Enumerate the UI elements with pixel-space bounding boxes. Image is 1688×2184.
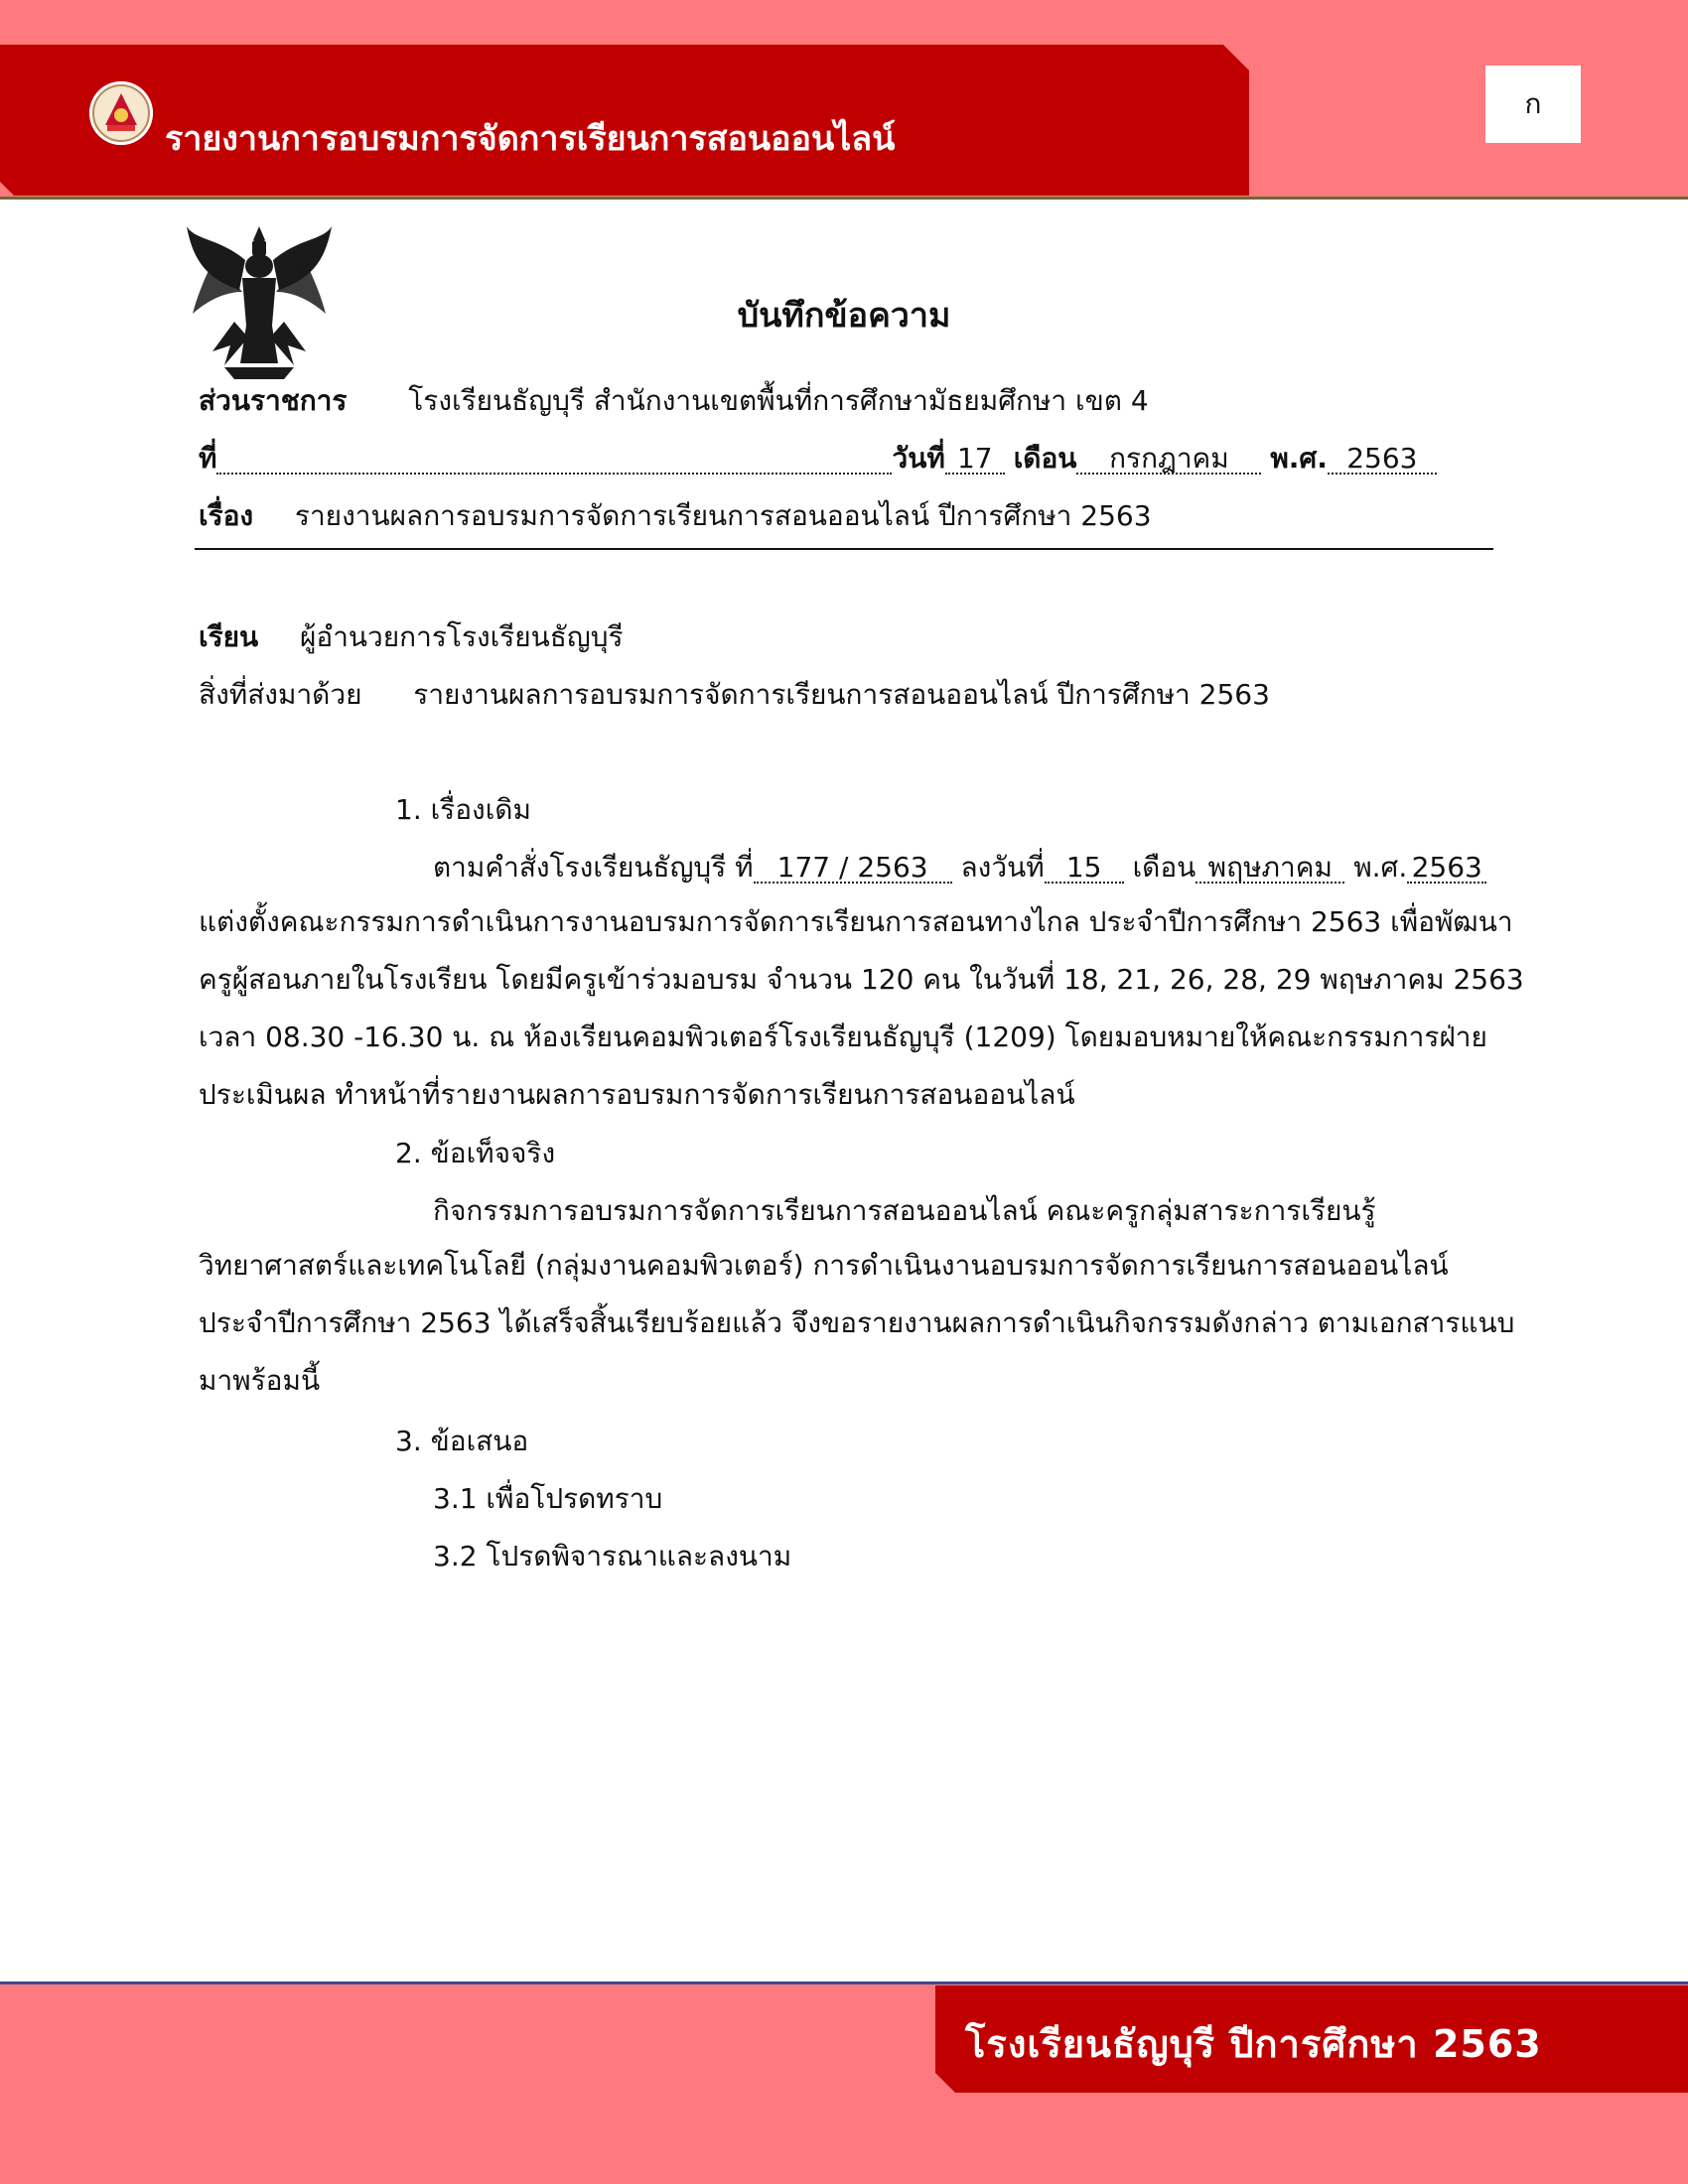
- date-label: วันที่: [892, 442, 945, 475]
- year-label: พ.ศ.: [1270, 442, 1328, 475]
- footer-divider: [0, 1981, 1688, 1984]
- order-month: พฤษภาคม: [1196, 853, 1344, 884]
- header-title: รายงานการอบรมการจัดการเรียนการสอนออนไลน์: [165, 119, 896, 159]
- section2-line: กิจกรรมการอบรมการจัดการเรียนการสอนออนไลน์ คณะครูกลุ่มสาระการเรียนรู้: [433, 1194, 1376, 1227]
- month-value: กรกฎาคม: [1076, 444, 1261, 475]
- order-date-label: ลงวันที่: [960, 851, 1045, 884]
- section2-line: วิทยาศาสตร์และเทคโนโลยี (กลุ่มงานคอมพิวเตอร์) การดำเนินงานอบรมการจัดการเรียนการสอนออนไลน์: [199, 1249, 1449, 1282]
- agency-label: ส่วนราชการ: [199, 384, 348, 417]
- attachment-line: [199, 673, 1270, 717]
- agency-value: โรงเรียนธัญบุรี สำนักงานเขตพื้นที่การศึกษามัธยมศึกษา เขต 4: [408, 384, 1149, 417]
- order-year-label: พ.ศ.: [1353, 851, 1408, 884]
- section1-line: ประเมินผล ทำหน้าที่รายงานผลการอบรมการจัดการเรียนการสอนออนไลน์: [199, 1078, 1075, 1111]
- ref-number-blank: [216, 444, 892, 475]
- section1-heading: 1. เรื่องเดิม: [395, 793, 531, 826]
- section1-line: ครูผู้สอนภายในโรงเรียน โดยมีครูเข้าร่วมอบรม จำนวน 120 คน ในวันที่ 18, 21, 26, 28, 29 พฤษภาคม 2563: [199, 963, 1524, 996]
- order-intro: ตามคำสั่งโรงเรียนธัญบุรี ที่: [433, 851, 754, 884]
- section1-order-line: [433, 846, 1486, 889]
- subject-label: เรื่อง: [199, 499, 254, 532]
- order-month-label: เดือน: [1132, 851, 1196, 884]
- order-day: 15: [1045, 853, 1124, 884]
- section1-line: แต่งตั้งคณะกรรมการดำเนินการงานอบรมการจัดการเรียนการสอนทางไกล ประจำปีการศึกษา 2563 เพื่อพัฒนา: [199, 905, 1513, 938]
- section2-heading: 2. ข้อเท็จจริง: [395, 1137, 556, 1169]
- subject-line: [199, 494, 1152, 538]
- school-logo: [89, 81, 153, 145]
- agency-line: [199, 379, 1149, 423]
- section2-line: ประจำปีการศึกษา 2563 ได้เสร็จสิ้นเรียบร้อยแล้ว จึงขอรายงานผลการดำเนินกิจกรรมดังกล่าว ตามเอกสารแนบ: [199, 1306, 1515, 1339]
- to-label: เรียน: [199, 620, 259, 653]
- page-number-label: ก: [1485, 66, 1581, 143]
- section1-body: [199, 893, 1524, 1124]
- section3-heading: 3. ข้อเสนอ: [395, 1425, 529, 1457]
- memo-divider: [195, 548, 1493, 550]
- proposal-item: 3.1 เพื่อโปรดทราบ: [433, 1482, 663, 1515]
- ref-label: ที่: [199, 442, 217, 475]
- reference-date-line: [199, 437, 1437, 480]
- footer-text: โรงเรียนธัญบุรี ปีการศึกษา 2563: [965, 2022, 1542, 2066]
- order-year: 2563: [1407, 853, 1486, 884]
- attachment-value: รายงานผลการอบรมการจัดการเรียนการสอนออนไลน์ ปีการศึกษา 2563: [413, 678, 1270, 711]
- section1-line: เวลา 08.30 -16.30 น. ณ ห้องเรียนคอมพิวเตอร์โรงเรียนธัญบุรี (1209) โดยมอบหมายให้คณะกรรมการฝ่าย: [199, 1021, 1487, 1053]
- proposal-item: 3.2 โปรดพิจารณาและลงนาม: [433, 1540, 792, 1572]
- section2-line: มาพร้อมนี้: [199, 1364, 321, 1397]
- section2-body: [199, 1237, 1515, 1410]
- subject-value: รายงานผลการอบรมการจัดการเรียนการสอนออนไลน์ ปีการศึกษา 2563: [294, 499, 1152, 532]
- to-value: ผู้อำนวยการโรงเรียนธัญบุรี: [299, 620, 624, 653]
- memo-title: บันทึกข้อความ: [737, 296, 951, 336]
- attachment-label: สิ่งที่ส่งมาด้วย: [199, 678, 362, 711]
- year-value: 2563: [1328, 444, 1437, 475]
- order-number: 177 / 2563: [754, 853, 952, 884]
- school-emblem-icon: [89, 81, 153, 145]
- header-divider: [0, 197, 1688, 200]
- month-label: เดือน: [1013, 442, 1077, 475]
- date-day: 17: [945, 444, 1005, 475]
- to-line: [199, 615, 624, 659]
